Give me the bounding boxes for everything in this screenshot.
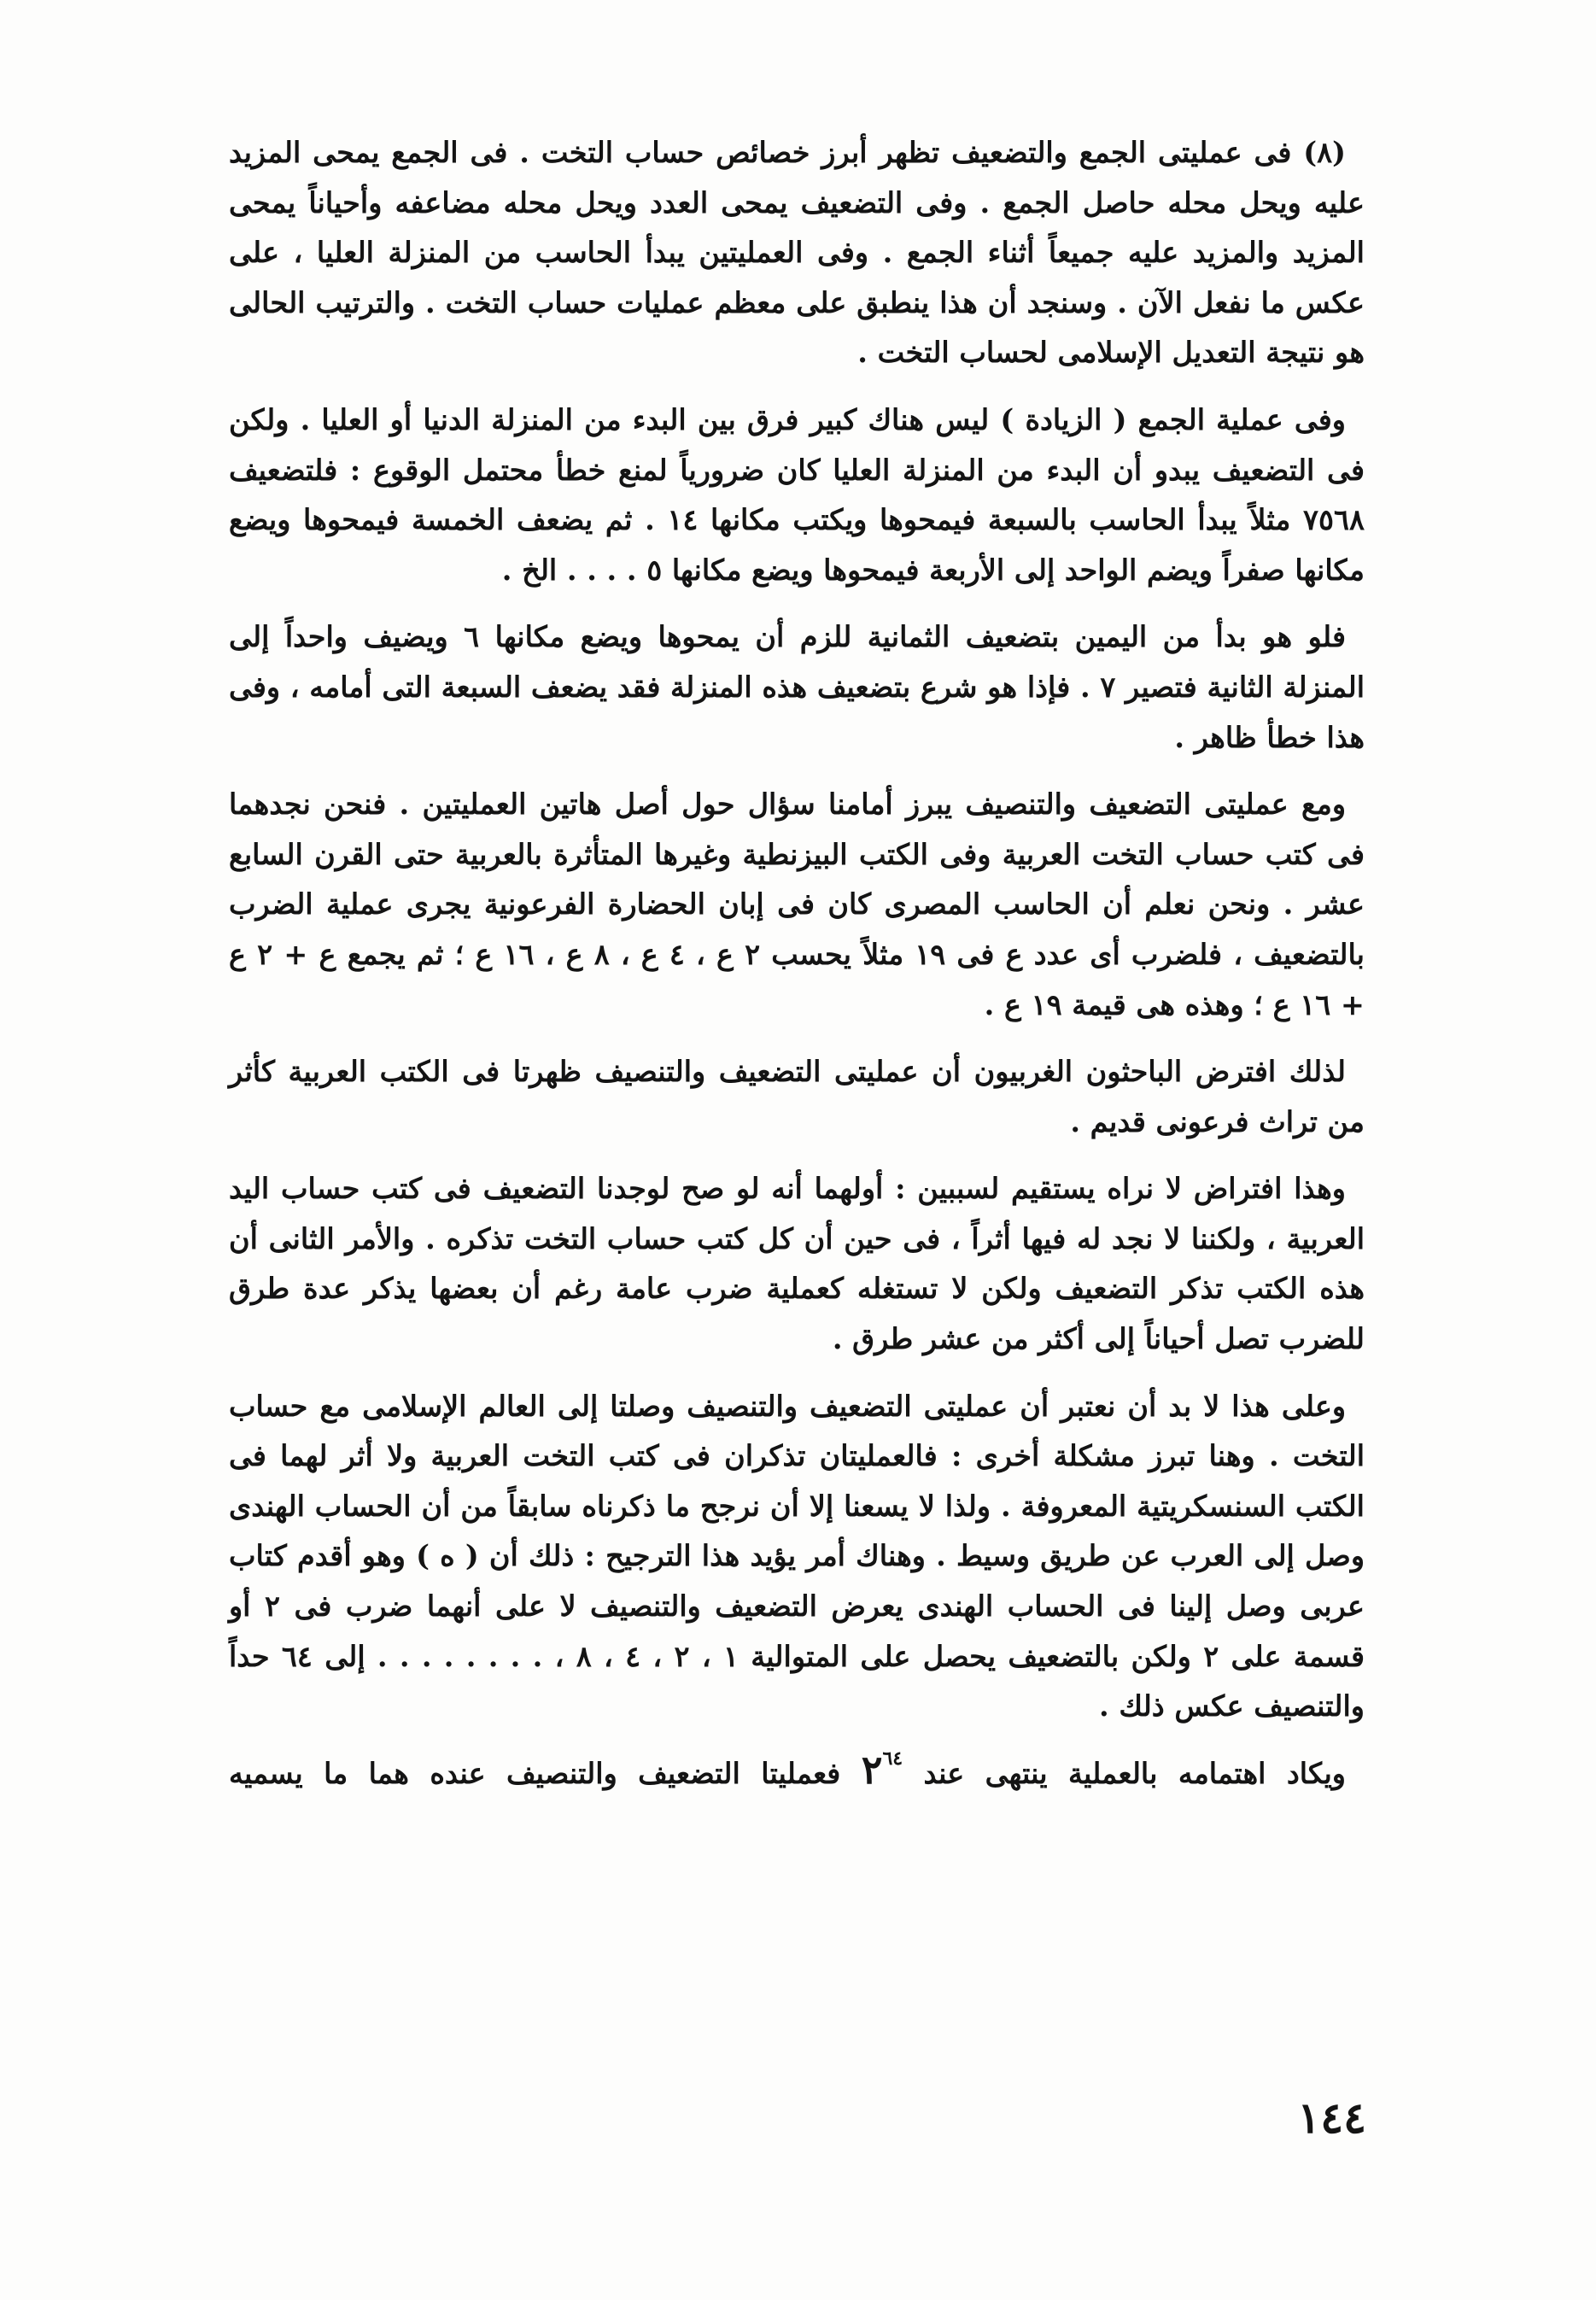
- paragraph-3: فلو هو بدأ من اليمين بتضعيف الثمانية للزم أن يمحوها ويضع مكانها ٦ ويضيف واحداً إلى المنزلة الثانية فتصير ٧ . فإذا هو شرع بتضعيف هذه المنزلة فقد يضعف السبعة التى أمامه ، وفى هذا خطأ ظاهر .: [229, 620, 1365, 754]
- last-line-text-after: فعمليتا التضعيف والتنصيف عنده هما ما يسميه: [229, 1756, 841, 1790]
- paragraph-4: ومع عمليتى التضعيف والتنصيف يبرز أمامنا سؤال حول أصل هاتين العمليتين . فنحن نجدهما فى كتب حساب التخت العربية وفى الكتب البيزنطية وغيرها المتأثرة بالعربية حتى القرن السابع عشر . ونحن نعلم أن الحاسب المصرى كان فى إبان الحضارة الفرعونية يجرى عملية الضرب بالتضعيف ، فلضرب أى عدد ع فى ١٩ مثلاً يحسب ٢ ع ، ٤ ع ، ٨ ع ، ١٦ ع ؛ ثم يجمع ع + ٢ ع + ١٦ ع ؛ وهذه هى قيمة ١٩ ع .: [229, 787, 1365, 1021]
- paragraph-5: لذلك افترض الباحثون الغربيون أن عمليتى التضعيف والتنصيف ظهرتا فى الكتب العربية كأثر من تراث فرعونى قديم .: [229, 1055, 1365, 1138]
- page-number: ١٤٤: [1297, 2092, 1366, 2143]
- power-exponent: ٦٤: [882, 1747, 903, 1770]
- paragraph-8: [229, 1746, 1365, 1800]
- main-text-block: [229, 128, 1365, 1816]
- paragraph-1: (٨) فى عمليتى الجمع والتضعيف تظهر أبرز خصائص حساب التخت . فى الجمع يمحى المزيد عليه ويحل محله حاصل الجمع . وفى التضعيف يمحى العدد ويحل محله مضاعفه وأحياناً يمحى المزيد والمزيد عليه جميعاً أثناء الجمع . وفى العمليتين يبدأ الحاسب من المنزلة العليا ، على عكس ما نفعل الآن . وسنجد أن هذا ينطبق على معظم عمليات حساب التخت . والترتيب الحالى هو نتيجة التعديل الإسلامى لحساب التخت .: [229, 136, 1365, 370]
- power-base: ٢: [861, 1746, 883, 1793]
- paragraph-6: وهذا افتراض لا نراه يستقيم لسببين : أولهما أنه لو صح لوجدنا التضعيف فى كتب حساب اليد العربية ، ولكننا لا نجد له فيها أثراً ، فى حين أن كل كتب حساب التخت تذكره . والأمر الثانى أن هذه الكتب تذكر التضعيف ولكن لا تستغله كعملية ضرب عامة رغم أن بعضها يذكر عدة طرق للضرب تصل أحياناً إلى أكثر من عشر طرق .: [229, 1172, 1365, 1356]
- paragraph-7: وعلى هذا لا بد أن نعتبر أن عمليتى التضعيف والتنصيف وصلتا إلى العالم الإسلامى مع حساب التخت . وهنا تبرز مشكلة أخرى : فالعمليتان تذكران فى كتب التخت العربية ولا أثر لهما فى الكتب السنسكريتية المعروفة . ولذا لا يسعنا إلا أن نرجح ما ذكرناه سابقاً من أن الحساب الهندى وصل إلى العرب عن طريق وسيط . وهناك أمر يؤيد هذا الترجيح : ذلك أن ( ه ) وهو أقدم كتاب عربى وصل إلينا فى الحساب الهندى يعرض التضعيف والتنصيف لا على أنهما ضرب فى ٢ أو قسمة على ٢ ولكن بالتضعيف يحصل على المتوالية ١ ، ٢ ، ٤ ، ٨ ، . . . . . . . . إلى ٦٤ حداً والتنصيف عكس ذلك .: [229, 1389, 1365, 1724]
- paragraph-2: وفى عملية الجمع ( الزيادة ) ليس هناك كبير فرق بين البدء من المنزلة الدنيا أو العليا . ولكن فى التضعيف يبدو أن البدء من المنزلة العليا كان ضرورياً لمنع خطأ محتمل الوقوع : فلتضعيف ٧٥٦٨ مثلاً يبدأ الحاسب بالسبعة فيمحوها ويكتب مكانها ١٤ . ثم يضعف الخمسة فيمحوها ويضع مكانها صفراً ويضم الواحد إلى الأربعة فيمحوها ويضع مكانها ٥ . . . . الخ .: [229, 402, 1365, 587]
- last-line-text-before: ويكاد اهتمامه بالعملية ينتهى عند: [923, 1756, 1346, 1790]
